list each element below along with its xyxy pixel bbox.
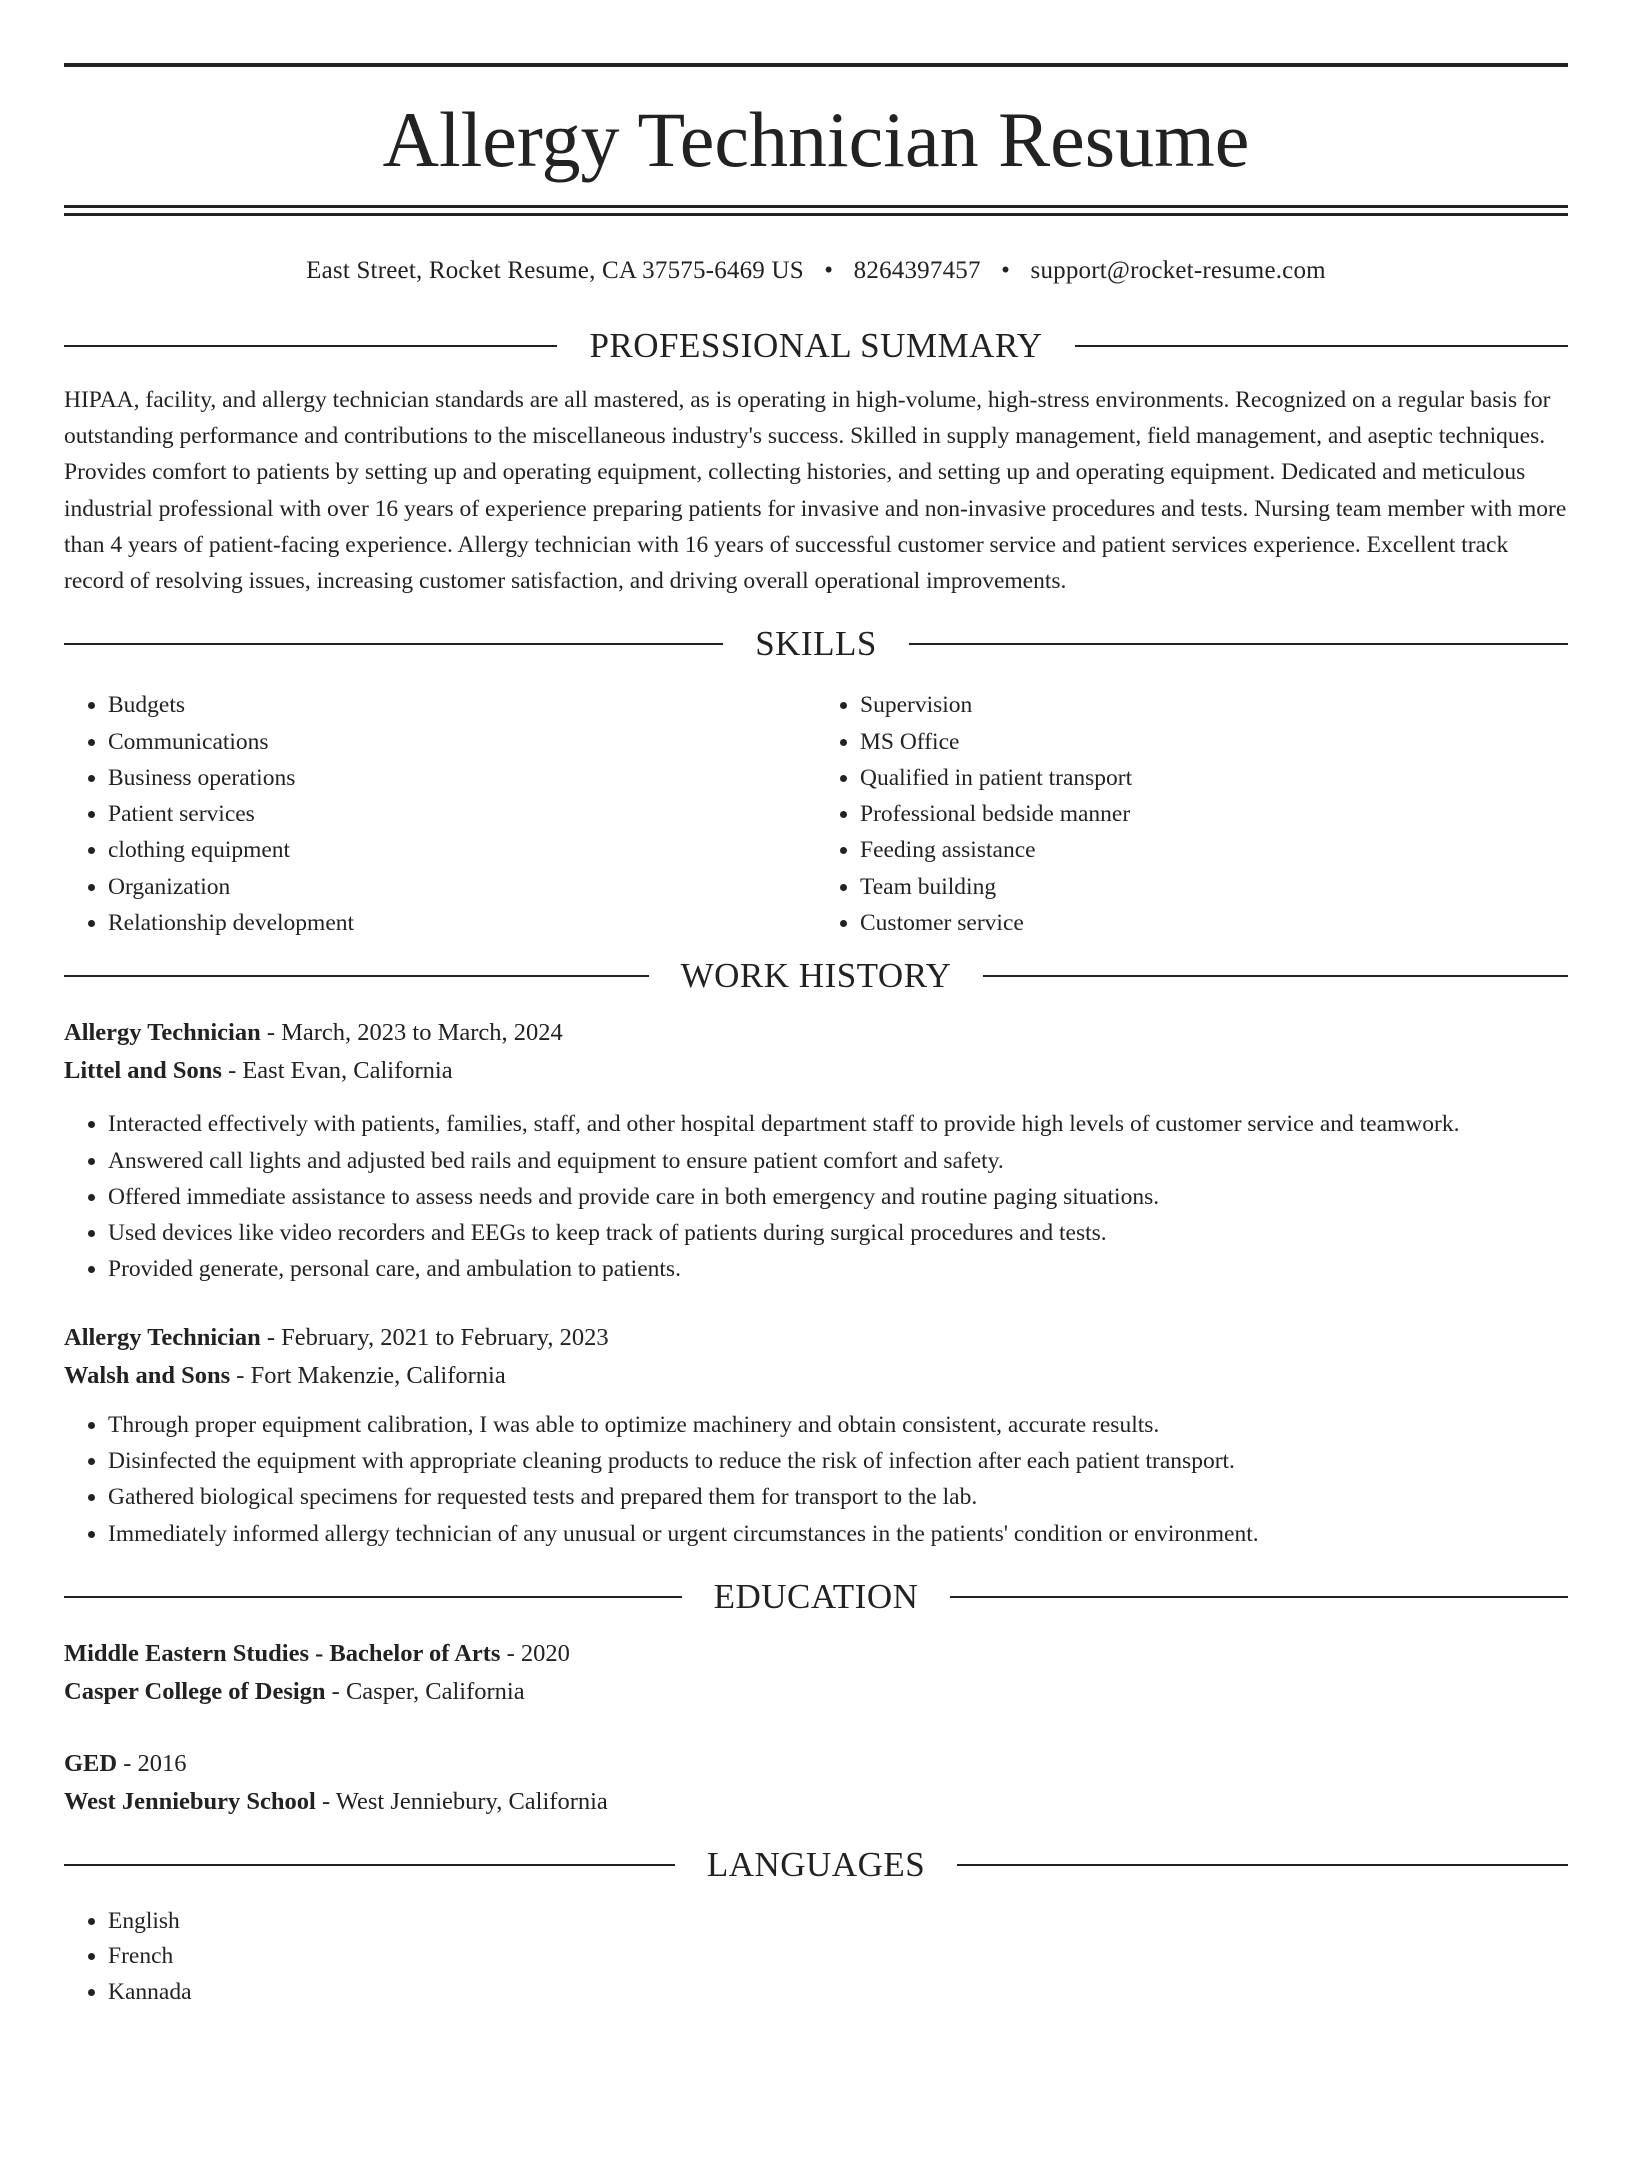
education-school-line — [64, 1673, 1568, 1711]
education-entry — [64, 1635, 1568, 1711]
skill-item: • Business operations — [108, 760, 816, 796]
job-company-line — [64, 1357, 1568, 1395]
contact-separator: • — [824, 257, 834, 284]
contact-separator: • — [1001, 257, 1011, 284]
section-title: SKILLS — [755, 624, 877, 664]
job-bullet: • Through proper equipment calibration, I was able to optimize machinery and obtain consistent, accurate results. — [108, 1407, 1568, 1443]
skills-column-right — [816, 687, 1568, 941]
section-heading-work — [64, 951, 1568, 1001]
job-title: Allergy Technician — [64, 1019, 261, 1047]
contact-email: support@rocket-resume.com — [1030, 257, 1326, 284]
job-location: - Fort Makenzie, California — [230, 1361, 506, 1389]
heading-rule — [64, 643, 723, 645]
education-year: - 2016 — [117, 1749, 187, 1777]
skill-item: • Professional bedside manner — [860, 796, 1568, 832]
job-location: - East Evan, California — [221, 1057, 453, 1085]
education-degree: GED — [64, 1749, 118, 1777]
skill-item: • Organization — [108, 869, 816, 905]
skills-list — [64, 687, 1568, 941]
skill-item: • Feeding assistance — [860, 832, 1568, 868]
education-school: West Jenniebury School — [64, 1787, 316, 1815]
education-location: - Casper, California — [325, 1677, 525, 1705]
job-title-line — [64, 1014, 1568, 1052]
job-bullets — [64, 1407, 1568, 1552]
skill-item: • Relationship development — [108, 905, 816, 941]
contact-line — [64, 251, 1568, 291]
job-bullet: • Answered call lights and adjusted bed rails and equipment to ensure patient comfort and safety. — [108, 1143, 1568, 1179]
section-heading-skills — [64, 619, 1568, 669]
job-bullets — [64, 1106, 1568, 1287]
skill-item: • Budgets — [108, 687, 816, 723]
skills-column-left — [64, 687, 816, 941]
education-school: Casper College of Design — [64, 1677, 326, 1705]
education-degree: Middle Eastern Studies - Bachelor of Arts — [64, 1639, 501, 1667]
heading-rule — [64, 345, 557, 347]
job-bullet: • Gathered biological specimens for requested tests and prepared them for transport to the lab. — [108, 1479, 1568, 1515]
skill-item: • Patient services — [108, 796, 816, 832]
education-entry — [64, 1745, 1568, 1821]
language-item: • Kannada — [108, 1975, 1568, 2011]
summary-paragraph: HIPAA, facility, and allergy technician standards are all mastered, as is operating in high-volume, high-stress environments. Recognized on a regular basis for outstanding performance and contributions to the miscellaneous industry's success. Skilled in supply management, field management, and aseptic techniques. Provides comfort to patients by setting up and operating equipment, collecting histories, and setting up and operating equipment. Dedicated and meticulous industrial professional with over 16 years of experience preparing patients for invasive and non-invasive procedures and tests. Nursing team member with more than 4 years of patient-facing experience. Allergy technician with 16 years of successful customer service and patient services experience. Excellent track record of resolving issues, increasing customer satisfaction, and driving overall operational improvements. — [64, 387, 1567, 595]
heading-rule — [64, 1596, 682, 1598]
education-location: - West Jenniebury, California — [315, 1787, 608, 1815]
heading-rule — [909, 643, 1568, 645]
section-title: PROFESSIONAL SUMMARY — [589, 326, 1043, 365]
job-bullet: • Interacted effectively with patients, families, staff, and other hospital department staff to provide high levels of customer service and teamwork. — [108, 1106, 1568, 1142]
section-title: WORK HISTORY — [680, 956, 952, 996]
skill-item: • clothing equipment — [108, 832, 816, 868]
section-title: LANGUAGES — [706, 1844, 926, 1884]
education-degree-line — [64, 1745, 1568, 1783]
skill-item: • Qualified in patient transport — [860, 760, 1568, 796]
job-dates: - March, 2023 to March, 2024 — [260, 1019, 563, 1047]
job-title: Allergy Technician — [64, 1323, 261, 1351]
job-bullet: • Used devices like video recorders and EEGs to keep track of patients during surgical procedures and tests. — [108, 1215, 1568, 1251]
resume-page — [0, 63, 1632, 2175]
contact-phone: 8264397457 — [853, 257, 981, 284]
heading-rule — [1075, 345, 1568, 347]
job-title-line — [64, 1319, 1568, 1357]
language-item: • English — [108, 1904, 1568, 1940]
heading-rule — [64, 975, 649, 977]
job-entry — [64, 1014, 1568, 1287]
language-item: • French — [108, 1939, 1568, 1975]
section-heading-summary — [64, 321, 1568, 371]
resume-title: Allergy Technician Resume — [382, 96, 1250, 183]
education-school-line — [64, 1783, 1568, 1821]
job-dates: - February, 2021 to February, 2023 — [260, 1323, 609, 1351]
skill-item: • Communications — [108, 724, 816, 760]
title-double-rule — [64, 205, 1568, 216]
skill-item: • Customer service — [860, 905, 1568, 941]
job-company: Walsh and Sons — [64, 1361, 231, 1389]
section-heading-education — [64, 1572, 1568, 1622]
job-bullet: • Provided generate, personal care, and ambulation to patients. — [108, 1251, 1568, 1287]
job-bullet: • Immediately informed allergy technician of any unusual or urgent circumstances in the patients' condition or environment. — [108, 1516, 1568, 1552]
section-heading-languages — [64, 1840, 1568, 1890]
skill-item: • Supervision — [860, 687, 1568, 723]
section-title: EDUCATION — [713, 1576, 919, 1616]
languages-list — [64, 1904, 1568, 2011]
contact-address: East Street, Rocket Resume, CA 37575-6469 US — [306, 257, 804, 284]
skill-item: • Team building — [860, 869, 1568, 905]
education-year: - 2020 — [500, 1639, 570, 1667]
job-entry — [64, 1319, 1568, 1552]
heading-rule — [983, 975, 1568, 977]
heading-rule — [957, 1864, 1568, 1866]
job-company-line — [64, 1052, 1568, 1090]
heading-rule — [64, 1864, 675, 1866]
education-degree-line — [64, 1635, 1568, 1673]
heading-rule — [950, 1596, 1568, 1598]
job-bullet: • Disinfected the equipment with appropriate cleaning products to reduce the risk of infection after each patient transport. — [108, 1443, 1568, 1479]
job-company: Littel and Sons — [64, 1057, 222, 1085]
job-bullet: • Offered immediate assistance to assess needs and provide care in both emergency and routine paging situations. — [108, 1179, 1568, 1215]
skill-item: • MS Office — [860, 724, 1568, 760]
